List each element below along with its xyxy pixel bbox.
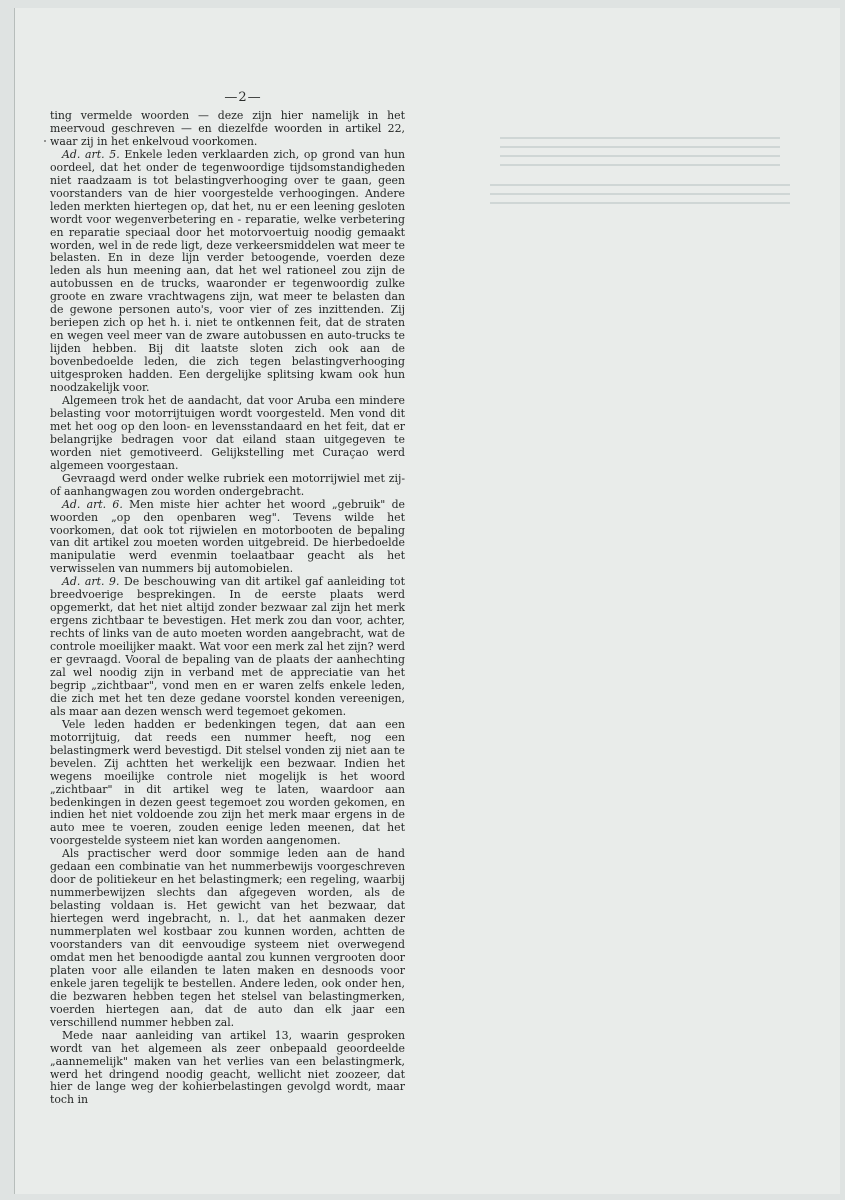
show-through-reverse-side [475, 88, 805, 211]
paragraph-bedenkingen [50, 719, 405, 849]
ghost-heading-shape [475, 88, 805, 117]
paragraph-practischer [50, 848, 405, 1029]
paragraph-art-13 [50, 1030, 405, 1108]
article-reference: Ad. art. 6. [62, 497, 123, 511]
margin-dot [44, 140, 46, 142]
paragraph-text: Algemeen trok het de aandacht, dat voor Aruba een mindere belasting voor motorrijtuigen wordt voorgesteld. Men vond dit met het oog op den loon- en levensstandaard en het feit, dat er belangrijke bedragen voor dat eiland staan uitgegeven te worden niet gemotiveerd. Gelijkstelling met Curaçao werd algemeen voorgestaan. [50, 393, 405, 472]
text-column [50, 110, 405, 1107]
article-reference: Ad. art. 5. [62, 147, 120, 161]
paragraph-text: Gevraagd werd onder welke rubriek een motorrijwiel met zij- of aanhangwagen zou worden ondergebracht. [50, 471, 405, 498]
paragraph-text: Mede naar aanleiding van artikel 13, waarin gesproken wordt van het algemeen als zeer onbepaald geoordeelde „aannemelijk" maken van het verlies van een belastingmerk, werd het dringend noodig geacht, wellicht niet zoozeer, dat hier de lange weg der kohierbelastingen gevolgd wordt, maar toch in [50, 1028, 405, 1107]
paragraph-aruba [50, 395, 405, 473]
paragraph-text: Als practischer werd door sommige leden aan de hand gedaan een combinatie van het nummerbewijs voorgeschreven door de politiekeur en het belastingmerk; een regeling, waarbij nummerbewijzen slechts dan afgegeven worden, als de belasting voldaan is. Het gewicht van het bezwaar, dat hiertegen werd ingebracht, n. l., dat het aanmaken dezer nummerplaten wel kostbaar zou kunnen worden, achtten de voorstanders van dit eenvoudige systeem niet overwegend omdat men het benoodigde aantal zou kunnen vergrooten door platen voor alle eilanden te laten maken en desnoods voor enkele jaren tegelijk te bestellen. Andere leden, ook onder hen, die bezwaren hebben tegen het stelsel van belastingmerken, voerden hiertegen aan, dat de auto dan elk jaar een verschillend nummer hebben zal. [50, 847, 405, 1029]
page-number: —2— [224, 90, 262, 105]
paragraph-text: De beschouwing van dit artikel gaf aanleiding tot breedvoerige besprekingen. In de eerste plaats werd opgemerkt, dat het niet altijd zonder bezwaar zal zijn het merk ergens zichtbaar te bevestigen. Het merk zou dan voor, achter, rechts of links van de auto moeten worden aangebracht, wat de controle moeilijker maakt. Wat voor een merk zal het zijn? werd er gevraagd. Vooral de bepaling van de plaats der aanhechting zal wel noodig zijn in verband met de appreciatie van het begrip „zichtbaar", vond men en er waren zelfs enkele leden, die zich met het ten deze gedane voorstel konden vereenigen, als maar aan dezen wensch werd tegemoet gekomen. [50, 575, 405, 718]
paragraph-art-5 [50, 149, 405, 395]
paragraph-motorrijwiel [50, 473, 405, 499]
paragraph-text: Vele leden hadden er bedenkingen tegen, dat aan een motorrijtuig, dat reeds een nummer heeft, nog een belastingmerk werd bevestigd. Dit stelsel vonden zij niet aan te bevelen. Zij achtten het werkelijk een bezwaar. Indien het wegens moeilijke controle niet mogelijk is het woord „zichtbaar" in dit artikel weg te laten, waardoor aan bedenkingen in dezen geest tegemoet zou worden gekomen, en indien het niet voldoende zou zijn het merk maar ergens in de auto mee te voeren, zouden eenige leden meenen, dat het voorgestelde systeem niet kan worden aangenomen. [50, 717, 405, 848]
paragraph-1 [50, 110, 405, 149]
paragraph-text: ting vermelde woorden — deze zijn hier namelijk in het meervoud geschreven — en diezelfde woorden in artikel 22, waar zij in het enkelvoud voorkomen. [50, 109, 405, 148]
paragraph-art-6 [50, 499, 405, 577]
ghost-lines-lower [490, 184, 790, 204]
article-reference: Ad. art. 9. [62, 575, 120, 589]
paragraph-art-9 [50, 576, 405, 718]
ghost-lines [500, 137, 780, 166]
paragraph-text: Enkele leden verklaarden zich, op grond van hun oordeel, dat het onder de tegenwoordige tijdsomstandigheden niet raadzaam is tot belastingverhooging over te gaan, geen voorstanders van de hier voorgestelde verhoogingen. Andere leden merkten hiertegen op, dat het, nu er een leening gesloten wordt voor wegenverbetering en - reparatie, welke verbetering en reparatie speciaal door het motorvoertuig noodig gemaakt worden, wel in de rede ligt, deze verkeersmiddelen wat meer te belasten. En in deze lijn verder betoogende, voerden deze leden als hun meening aan, dat het wel rationeel zou zijn de autobussen en de trucks, waaronder er tegenwoordig zulke groote en zware vrachtwagens zijn, wat meer te belasten dan de gewone personen auto's, voor vier of zes inzittenden. Zij beriepen zich op het h. i. niet te ontkennen feit, dat de straten en wegen veel meer van de zware autobussen en auto-trucks te lijden hebben. Bij dit laatste sloten zich ook aan de bovenbedoelde leden, die zich tegen belastingverhooging uitgesproken hadden. Een dergelijke splitsing kwam ook hun noodzakelijk voor. [50, 147, 405, 395]
paragraph-text: Men miste hier achter het woord „gebruik" de woorden „op den openbaren weg". Tevens wilde het voorkomen, dat ook tot rijwielen en motorbooten de bepaling van dit artikel zou moeten worden uitgebreid. De hierbedoelde manipulatie werd evenmin toelaatbaar geacht als het verwisselen van nummers bij automobielen. [50, 497, 406, 576]
